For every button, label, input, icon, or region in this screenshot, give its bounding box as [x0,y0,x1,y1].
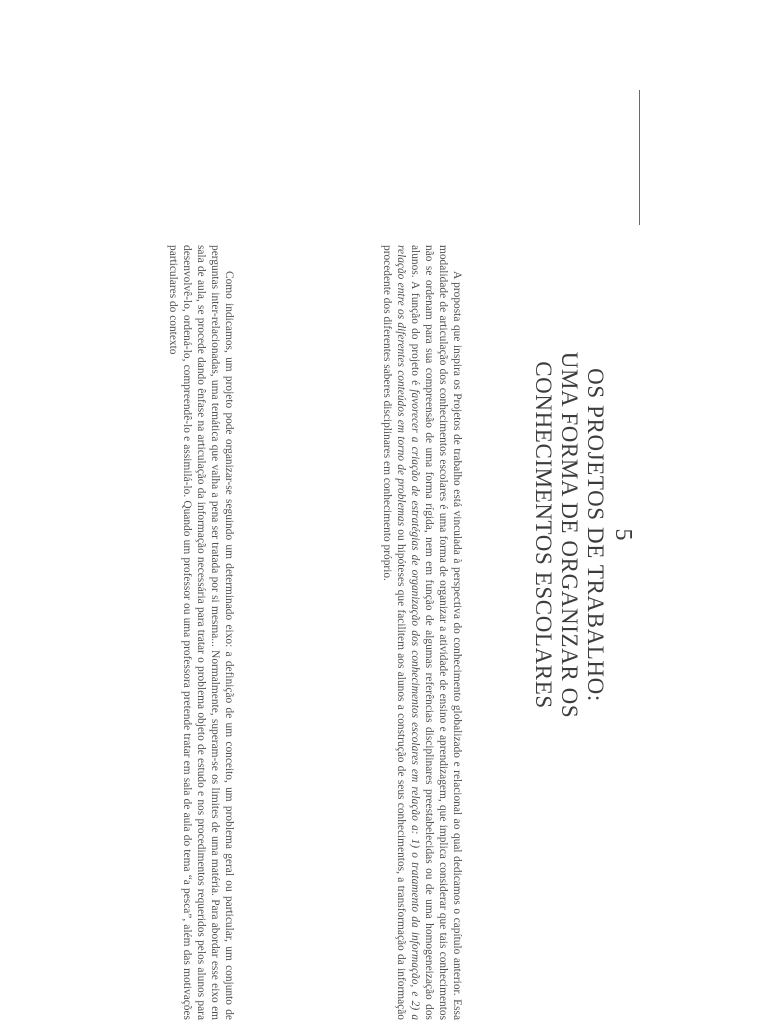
paragraph-1-emphasis: favorecer a criação de estratégias de organização dos conhecimentos escolares em relação a: 1) o tratamento da informação, e 2) a relação entre os diferentes conteúdos em torno de problemas [395,245,422,1021]
paragraph-2-text: Como indicamos, um projeto pode organizar-se seguindo um determinado eixo: a definição de um conceito, um problema geral ou particular, um conjunto de perguntas inter-relacionadas, uma temática que valha a pena ser tratada por si mesma... Normalmente, superam-se os limites de uma matéria. Para abordar esse eixo em sala de aula, se procede dando ênfase na articulação da informação necessária para tratar o problema objeto de estudo e nos procedimentos requeridos pelos alunos para desenvolvê-lo, ordená-lo, compreendê-lo e assimilá-lo. Quando um professor ou uma professora pretende tratar em sala de aula do tema “a pesca”, além das motivações particulares do contexto [167,245,235,1020]
paragraph-2 [165,245,235,1020]
paragraph-1-text-b: ou hipóteses que facilitem aos alunos a construção de seus conhecimentos, a transformação da informação procedente dos diferentes saberes disciplinares em conhecimento próprio. [381,245,408,1020]
paragraph-1-text-a: A proposta que inspira os Projetos de trabalho está vinculada à perspectiva do conhecimento globalizado e relacional ao qual dedicamos o capítulo anterior. Essa modalidade de articulação dos conhecimentos escolares é uma forma de organizar a atividade de ensino e aprendizagem, que implica considerar que tais conhecimentos não se ordenam para sua compreensão de uma forma rígida, nem em função de algumas referências disciplinares preestabelecidas ou de uma homogeneização dos alunos. A função do projeto é [409,245,463,1020]
chapter-title-line-3: CONHECIMENTOS ESCOLARES [531,361,556,709]
chapter-heading [530,225,636,845]
chapter-title-line-2: UMA FORMA DE ORGANIZAR OS [557,351,582,719]
paragraph-1 [380,245,463,1020]
chapter-number: 5 [610,528,636,542]
chapter-title-line-1: OS PROJETOS DE TRABALHO: [583,368,608,702]
